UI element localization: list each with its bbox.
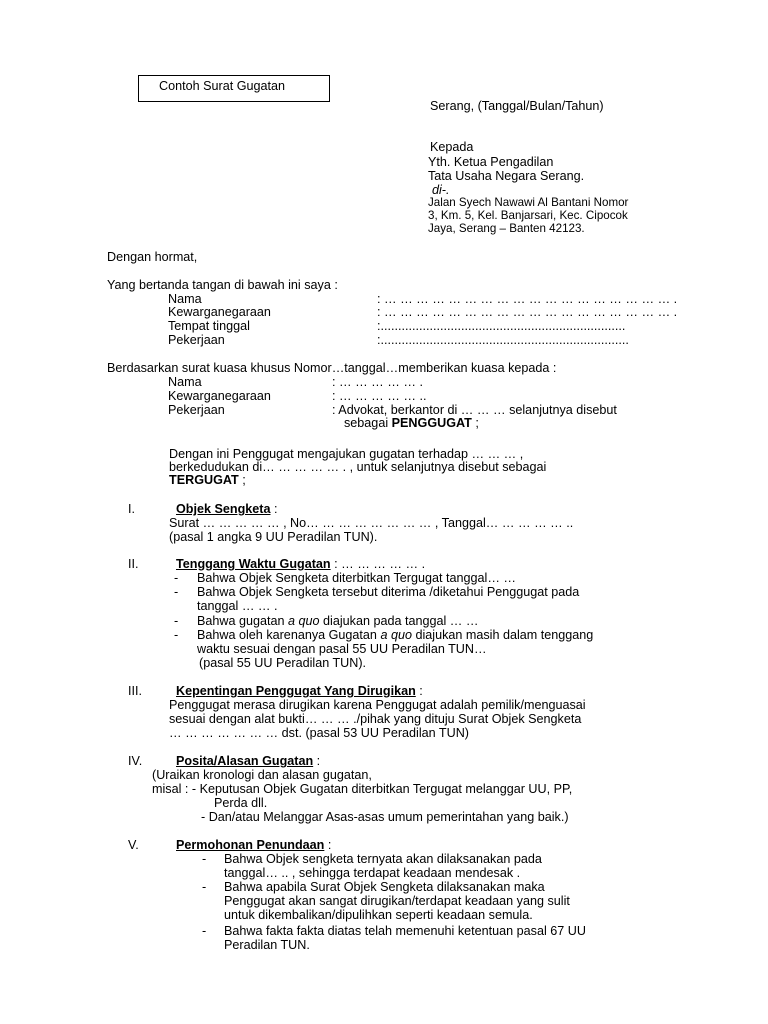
signer-label-nama: Nama	[168, 292, 202, 306]
gugatan-line-2: berkedudukan di… … … … … . , untuk selanjutnya disebut sebagai	[169, 460, 547, 474]
recipient-court: Tata Usaha Negara Serang.	[428, 169, 585, 183]
kuasa-intro: Berdasarkan surat kuasa khusus Nomor…tanggal…memberikan kuasa kepada :	[107, 361, 557, 375]
gugatan-line-3	[169, 473, 246, 487]
kuasa-value-kewarganegaraan: : … … … … … ..	[332, 389, 427, 403]
bullet-dash: -	[202, 924, 207, 938]
section-2-bullet-2-line-2: tanggal … … .	[197, 599, 278, 613]
signer-value-kewarganegaraan: : … … … … … … … … … … … … … … … … … … .	[377, 305, 678, 319]
bullet-dash: -	[202, 880, 207, 894]
section-4-line-1: (Uraikan kronologi dan alasan gugatan,	[152, 768, 372, 782]
section-2-bullet-4-line-1	[197, 628, 593, 642]
section-2-bullet-1: Bahwa Objek Sengketa diterbitkan Tergugat tanggal… …	[197, 571, 517, 585]
recipient-address-line-2: 3, Km. 5, Kel. Banjarsari, Kec. Cipocok	[428, 209, 628, 222]
section-4-heading	[176, 754, 320, 768]
section-2-title: Tenggang Waktu Gugatan	[176, 557, 331, 571]
section-4-colon: :	[313, 754, 321, 768]
section-1-colon: :	[270, 502, 278, 516]
section-2-bullet-4-a: Bahwa oleh karenanya Gugatan	[197, 628, 381, 642]
title-box-text: Contoh Surat Gugatan	[159, 79, 286, 93]
section-5-bullet-2-line-1: Bahwa apabila Surat Objek Sengketa dilaksanakan maka	[224, 880, 545, 894]
section-3-number: III.	[128, 684, 142, 698]
signer-label-kewarganegaraan: Kewarganegaraan	[168, 305, 271, 319]
section-2-bullet-3-b: diajukan pada tanggal … …	[319, 614, 479, 628]
signer-value-pekerjaan: :.......................................................................	[377, 333, 629, 347]
section-4-title: Posita/Alasan Gugatan	[176, 754, 314, 768]
signer-label-pekerjaan: Pekerjaan	[168, 333, 225, 347]
section-4-line-3: Perda dll.	[214, 796, 268, 810]
section-5-bullet-1-line-1: Bahwa Objek sengketa ternyata akan dilaksanakan pada	[224, 852, 542, 866]
section-2-bullet-4-b: diajukan masih dalam tenggang	[411, 628, 594, 642]
kuasa-sebagai-line	[344, 416, 479, 430]
recipient-di: di-.	[432, 183, 450, 197]
section-5-bullet-3-line-1: Bahwa fakta fakta diatas telah memenuhi ketentuan pasal 67 UU	[224, 924, 586, 938]
section-5-number: V.	[128, 838, 139, 852]
kuasa-label-pekerjaan: Pekerjaan	[168, 403, 225, 417]
section-3-line-1: Penggugat merasa dirugikan karena Penggugat adalah pemilik/menguasai	[169, 698, 586, 712]
section-2-heading	[176, 557, 425, 571]
bullet-dash: -	[202, 852, 207, 866]
section-1-line-2: (pasal 1 angka 9 UU Peradilan TUN).	[169, 530, 378, 544]
signer-label-tempat-tinggal: Tempat tinggal	[168, 319, 250, 333]
section-5-heading	[176, 838, 331, 852]
section-2-number: II.	[128, 557, 139, 571]
recipient-yth: Yth. Ketua Pengadilan	[428, 155, 554, 169]
recipient-kepada: Kepada	[430, 140, 474, 154]
section-4-number: IV.	[128, 754, 143, 768]
kuasa-label-nama: Nama	[168, 375, 202, 389]
section-3-colon: :	[415, 684, 423, 698]
section-1-number: I.	[128, 502, 135, 516]
section-3-heading	[176, 684, 423, 698]
section-2-bullet-3-italic: a quo	[288, 614, 320, 628]
section-3-title: Kepentingan Penggugat Yang Dirugikan	[176, 684, 416, 698]
kuasa-semicolon: ;	[471, 416, 479, 430]
gugatan-semicolon: ;	[238, 473, 246, 487]
section-1-title: Objek Sengketa	[176, 502, 271, 516]
section-2-bullet-4-line-2: waktu sesuai dengan pasal 55 UU Peradilan TUN…	[197, 642, 487, 656]
place-date: Serang, (Tanggal/Bulan/Tahun)	[430, 99, 604, 113]
greeting: Dengan hormat,	[107, 250, 198, 264]
section-2-bullet-3-a: Bahwa gugatan	[197, 614, 289, 628]
section-5-colon: :	[324, 838, 332, 852]
recipient-address-line-3: Jaya, Serang – Banten 42123.	[428, 222, 585, 235]
title-box	[138, 75, 330, 102]
bullet-dash: -	[174, 614, 179, 628]
signer-value-tempat-tinggal: :......................................................................	[377, 319, 626, 333]
section-5-bullet-1-line-2: tanggal… .. , sehingga terdapat keadaan mendesak .	[224, 866, 521, 880]
section-2-bullet-2-line-1: Bahwa Objek Sengketa tersebut diterima /diketahui Penggugat pada	[197, 585, 580, 599]
bullet-dash: -	[174, 571, 179, 585]
section-3-line-2: sesuai dengan alat bukti… … … ./pihak yang dituju Surat Objek Sengketa	[169, 712, 582, 726]
section-5-bullet-3-line-2: Peradilan TUN.	[224, 938, 310, 952]
section-2-bullet-4-italic: a quo	[380, 628, 412, 642]
section-2-after: : … … … … … .	[330, 557, 426, 571]
signer-value-nama: : … … … … … … … … … … … … … … … … … … .	[377, 292, 678, 306]
kuasa-value-pekerjaan: : Advokat, berkantor di … … … selanjutnya disebut	[332, 403, 617, 417]
tergugat-term: TERGUGAT	[169, 473, 239, 487]
section-2-bullet-3	[197, 614, 478, 628]
section-1-line-1: Surat … … … … … , No… … … … … … … … , Tanggal… … … … … ..	[169, 516, 574, 530]
section-5-bullet-2-line-3: untuk dikembalikan/dipulihkan seperti keadaan semula.	[224, 908, 533, 922]
section-4-line-2: misal : - Keputusan Objek Gugatan diterbitkan Tergugat melanggar UU, PP,	[152, 782, 573, 796]
kuasa-value-nama: : … … … … … .	[332, 375, 423, 389]
section-4-line-4: - Dan/atau Melanggar Asas-asas umum pemerintahan yang baik.)	[201, 810, 569, 824]
bullet-dash: -	[174, 628, 179, 642]
section-3-line-3: … … … … … … … dst. (pasal 53 UU Peradilan TUN)	[169, 726, 469, 740]
kuasa-sebagai-text: sebagai	[344, 416, 392, 430]
section-5-bullet-2-line-2: Penggugat akan sangat dirugikan/terdapat keadaan yang sulit	[224, 894, 570, 908]
bullet-dash: -	[174, 585, 179, 599]
recipient-address-line-1: Jalan Syech Nawawi Al Bantani Nomor	[428, 196, 629, 209]
signer-intro: Yang bertanda tangan di bawah ini saya :	[107, 278, 338, 292]
section-2-bullet-4-line-3: (pasal 55 UU Peradilan TUN).	[199, 656, 367, 670]
section-5-title: Permohonan Penundaan	[176, 838, 325, 852]
gugatan-line-1: Dengan ini Penggugat mengajukan gugatan terhadap … … … ,	[169, 447, 524, 461]
kuasa-label-kewarganegaraan: Kewarganegaraan	[168, 389, 271, 403]
penggugat-term: PENGGUGAT	[391, 416, 472, 430]
section-1-heading	[176, 502, 278, 516]
